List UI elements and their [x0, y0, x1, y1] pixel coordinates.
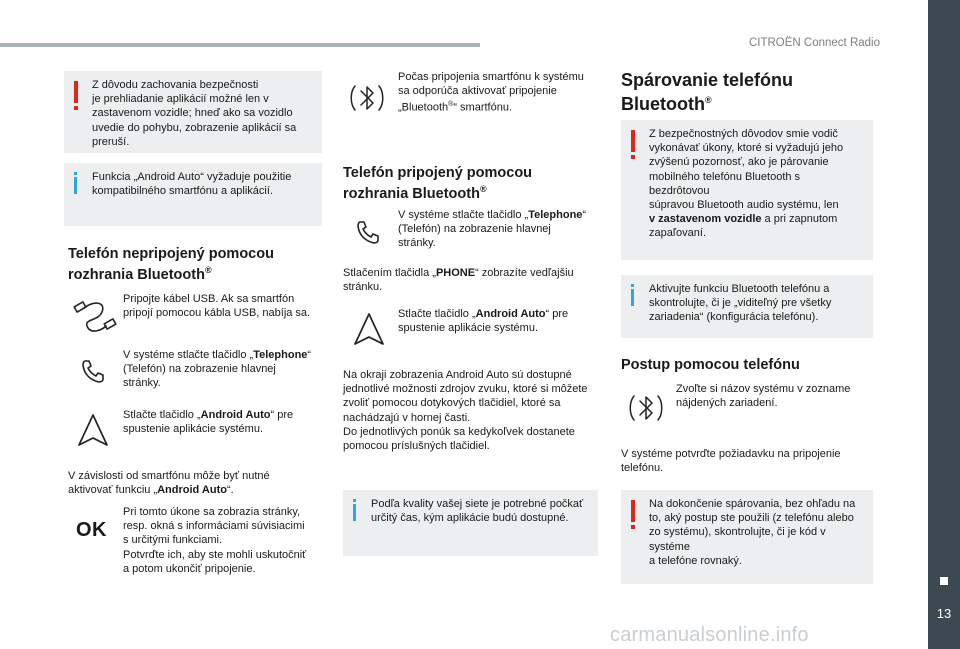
phone-icon	[355, 219, 381, 245]
info-box	[64, 163, 322, 226]
step-ok-text: Pri tomto úkone sa zobrazia stránky, resp. okná s informáciami súvisiacimi s určitými funkciami. Potvrďte ich, aby ste mohli uskutočniť a potom ukončiť pripojenie.	[123, 506, 307, 575]
phone-icon	[80, 358, 106, 384]
header-title: CITROËN Connect Radio	[748, 37, 880, 49]
android-auto-paragraph: V závislosti od smartfónu môže byť nutné aktivovať funkciu „Android Auto“.	[68, 470, 270, 497]
warning-text: Z dôvodu zachovania bezpečnosti je prehliadanie aplikácií možné len v zastavenom vozidle; hneď ako sa vozidlo uvedie do pohybu, zobrazenie aplikácií sa preruší.	[92, 79, 297, 148]
confirm-paragraph: V systéme potvrďte požiadavku na pripojenie telefónu.	[621, 448, 841, 475]
side-marker	[940, 577, 948, 585]
bluetooth-icon	[626, 388, 666, 428]
warning-text: Z bezpečnostných dôvodov smie vodič vykonávať úkony, ktoré si vyžadujú jeho zvýšenú pozornosť, ako je párovanie mobilného telefónu Bluetooth s bezdrôtovou súpravou Bluetooth audio systému, len v zastavenom vozidle a pri zapnutom zapaľovaní.	[649, 128, 844, 240]
warning-box	[621, 490, 873, 584]
android-auto-icon	[352, 311, 386, 349]
header-rule	[0, 43, 480, 47]
info-box	[343, 490, 598, 556]
side-tab	[928, 0, 960, 649]
watermark: carmanualsonline.info	[610, 624, 809, 646]
info-icon	[631, 289, 634, 306]
android-auto-icon	[76, 412, 110, 450]
bluetooth-icon	[347, 78, 387, 118]
info-text: Aktivujte funkciu Bluetooth telefónu a skontrolujte, či je „viditeľný pre všetky zariadenia“ (konfigurácia telefónu).	[649, 283, 832, 324]
warning-box	[621, 120, 873, 260]
info-box	[621, 275, 873, 338]
info-icon	[74, 177, 77, 194]
warning-icon	[74, 81, 78, 103]
step-bluetooth-text: Počas pripojenia smartfónu k systému sa odporúča aktivovať pripojenie „Bluetooth®“ smartfónu.	[398, 71, 584, 115]
warning-box	[64, 71, 322, 153]
step-android-auto-text: Stlačte tlačidlo „Android Auto“ pre spustenie aplikácie systému.	[398, 308, 569, 335]
info-text: Funkcia „Android Auto“ vyžaduje použitie kompatibilného smartfónu a aplikácií.	[92, 171, 292, 198]
step-android-auto-text: Stlačte tlačidlo „Android Auto“ pre spustenie aplikácie systému.	[123, 409, 294, 436]
phone-button-paragraph: Stlačením tlačidla „PHONE“ zobrazíte vedľajšiu stránku.	[343, 267, 574, 294]
step-telephone-text: V systéme stlačte tlačidlo „Telephone“ (Telefón) na zobrazenie hlavnej stránky.	[123, 349, 312, 390]
warning-icon	[631, 130, 635, 152]
usb-cable-icon	[72, 296, 118, 336]
page-number: 13	[936, 606, 952, 621]
warning-icon	[631, 500, 635, 522]
info-icon	[353, 504, 356, 521]
section-heading-not-connected: Telefón nepripojený pomocou rozhrania Bluetooth®	[68, 246, 274, 283]
ok-icon: OK	[76, 519, 107, 541]
section-heading-connected: Telefón pripojený pomocou rozhrania Bluetooth®	[343, 165, 533, 202]
android-auto-description: Na okraji zobrazenia Android Auto sú dostupné jednotlivé možnosti zdrojov zvuku, ktoré si môžete zvoliť pomocou dotykových tlačidiel, ktoré sa nachádzajú v hornej časti. Do jednotlivých ponúk sa kedykoľvek dostanete pomocou príslušných tlačidiel.	[343, 369, 588, 453]
page-title: Spárovanie telefónu Bluetooth®	[621, 70, 794, 114]
step-telephone-text: V systéme stlačte tlačidlo „Telephone“ (Telefón) na zobrazenie hlavnej stránky.	[398, 209, 587, 250]
step-select-device-text: Zvoľte si názov systému v zozname nájdených zariadení.	[676, 383, 851, 410]
warning-text: Na dokončenie spárovania, bez ohľadu na to, aký postup ste použili (z telefónu alebo zo systému), skontrolujte, či je kód v systéme a telefóne rovnaký.	[649, 498, 856, 567]
section-heading-phone-procedure: Postup pomocou telefónu	[621, 357, 800, 373]
step-usb-text: Pripojte kábel USB. Ak sa smartfón pripojí pomocou kábla USB, nabíja sa.	[123, 293, 311, 320]
info-text: Podľa kvality vašej siete je potrebné počkať určitý čas, kým aplikácie budú dostupné.	[371, 498, 584, 525]
